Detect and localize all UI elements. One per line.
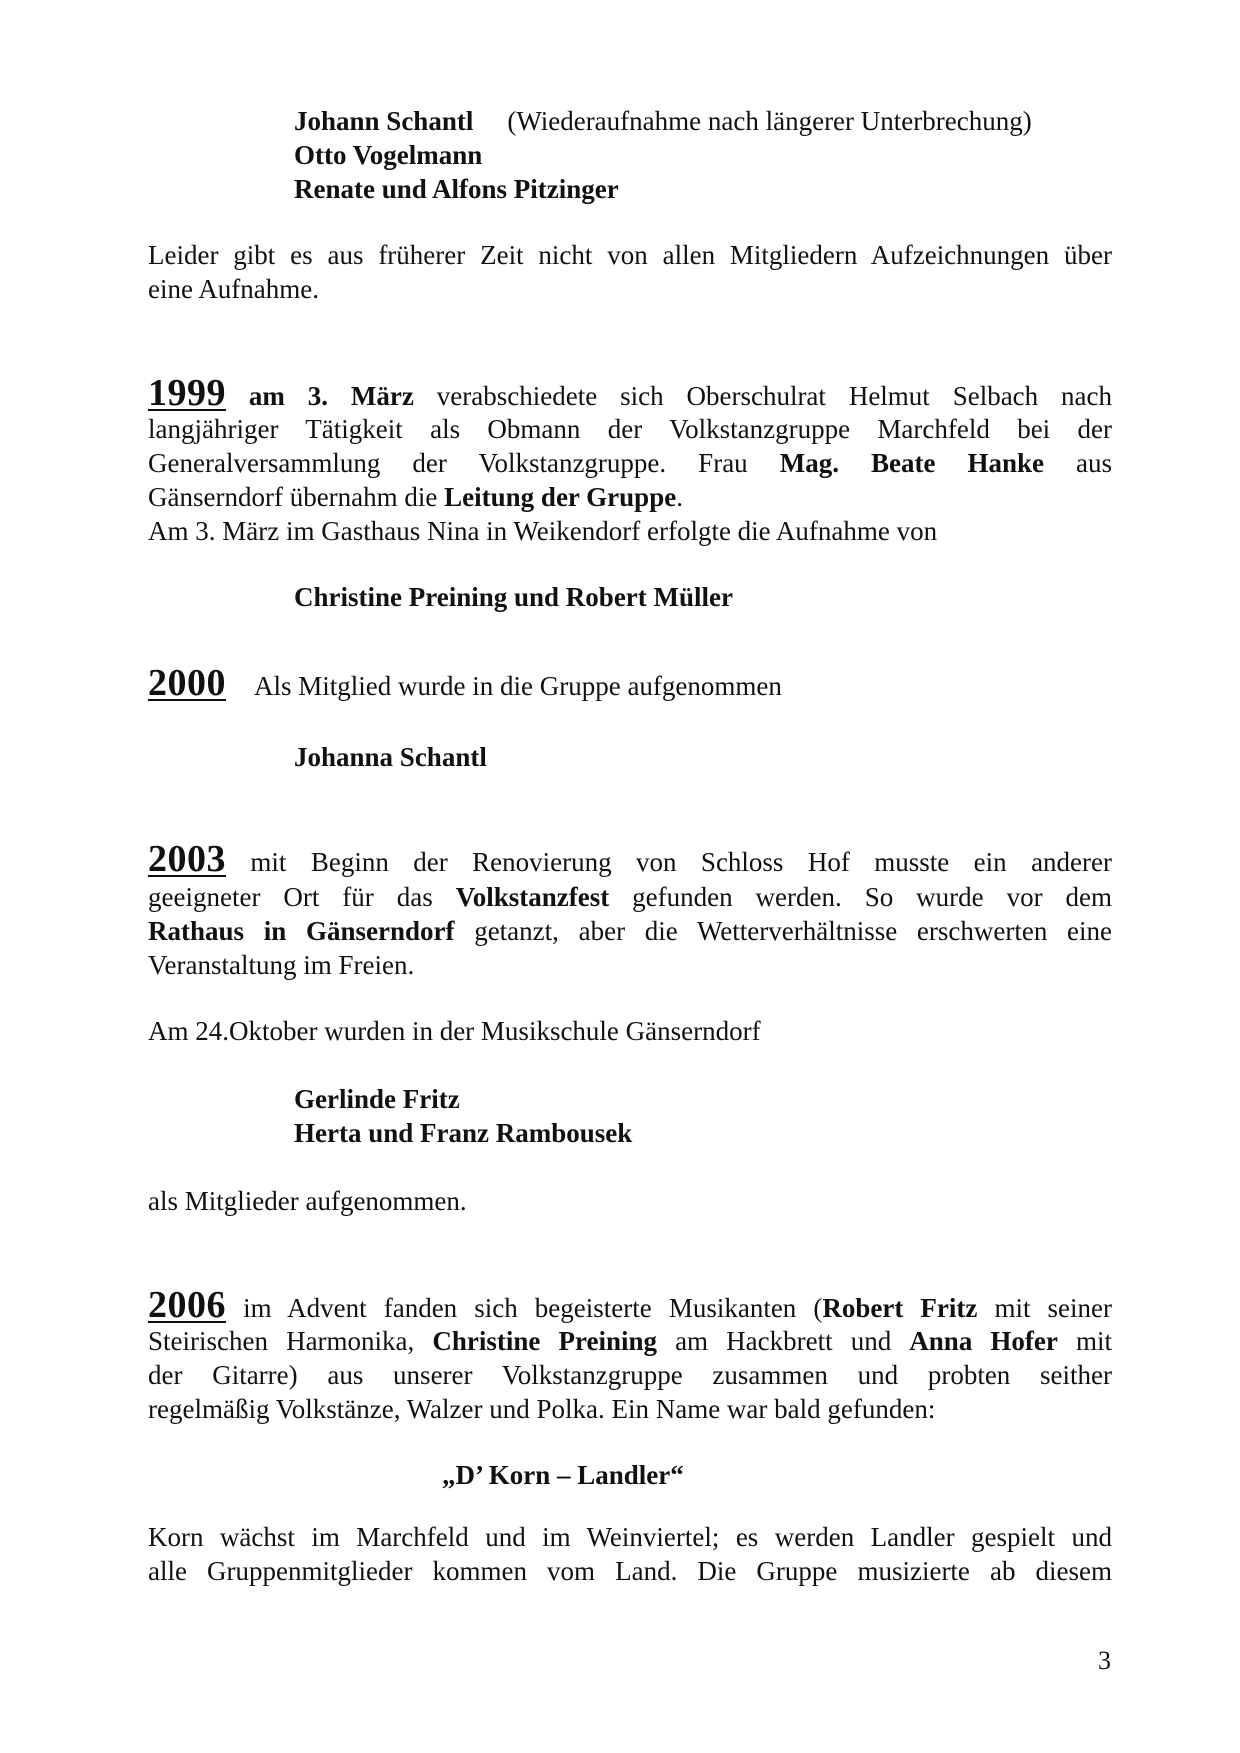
paragraph-line: als Mitglieder aufgenommen. [148,1186,467,1216]
member-name: Herta und Franz Rambousek [294,1118,633,1148]
person-name: Christine Preining [432,1326,657,1356]
member-name: Otto Vogelmann [294,140,483,170]
paragraph-line [148,914,1112,948]
paragraph-line [148,1324,1112,1358]
entry-date: am 3. März [248,381,414,411]
person-name: Mag. Beate Hanke [779,448,1044,478]
year-heading: 2003 [148,838,226,880]
paragraph-line [148,446,1112,480]
text-span: mit Beginn der Renovierung von Schloss Hof musste ein anderer [250,847,1113,877]
entry-2003-line [148,838,1113,880]
text-span: Als Mitglied wurde in die Gruppe aufgenommen [254,671,782,701]
text-span: Generalversammlung der Volkstanzgruppe. Frau [148,448,748,478]
page-number: 3 [1098,1646,1111,1675]
member-name: Johanna Schantl [294,742,487,772]
text-span: im Advent fanden sich begeisterte Musikanten ( [243,1293,823,1323]
text-span: am Hackbrett und [675,1326,892,1356]
paragraph-line: Korn wächst im Marchfeld und im Weinviertel; es werden Landler gespielt und [148,1522,1112,1552]
year-heading: 2006 [148,1284,226,1326]
emphasis: Volkstanzfest [455,882,610,912]
member-name: Renate und Alfons Pitzinger [294,174,619,204]
member-note: (Wiederaufnahme nach längerer Unterbrechung) [507,106,1032,136]
paragraph-line: eine Aufnahme. [148,274,319,304]
paragraph-line: langjähriger Tätigkeit als Obmann der Volkstanzgruppe Marchfeld bei der [148,414,1112,444]
text-span: Gänserndorf übernahm die [148,482,438,512]
text-span: gefunden werden. So wurde vor dem [632,882,1113,912]
group-name: „D’ Korn – Landler“ [442,1460,684,1490]
year-heading: 1999 [148,372,226,414]
person-name: Robert Fritz [822,1293,978,1323]
paragraph-line: Am 3. März im Gasthaus Nina in Weikendorf erfolgte die Aufnahme von [148,516,938,546]
year-heading: 2000 [148,662,226,704]
paragraph-line: Am 24.Oktober wurden in der Musikschule Gänserndorf [148,1016,761,1046]
entry-2000-line [148,662,782,704]
entry-line [294,104,1032,138]
text-span: mit [1075,1326,1112,1356]
emphasis: Rathaus in Gänserndorf [148,916,455,946]
text-span: verabschiedete sich Oberschulrat Helmut Selbach nach [436,381,1113,411]
paragraph-line: Veranstaltung im Freien. [148,950,415,980]
paragraph-line [148,880,1112,914]
text-span: Steirischen Harmonika, [148,1326,415,1356]
text-span: mit seiner [994,1293,1112,1323]
paragraph-line: regelmäßig Volkstänze, Walzer und Polka. Ein Name war bald gefunden: [148,1394,936,1424]
paragraph-line: alle Gruppenmitglieder kommen vom Land. Die Gruppe musizierte ab diesem [148,1556,1112,1586]
person-name: Anna Hofer [909,1326,1058,1356]
paragraph-line: Leider gibt es aus früherer Zeit nicht von allen Mitgliedern Aufzeichnungen über [148,240,1112,270]
member-name: Johann Schantl [294,106,474,136]
text-span: geeigneter Ort für das [148,882,433,912]
paragraph-line: der Gitarre) aus unserer Volkstanzgruppe zusammen und probten seither [148,1360,1112,1390]
entry-2006-line [148,1284,1112,1326]
member-name: Christine Preining und Robert Müller [294,582,734,612]
member-name: Gerlinde Fritz [294,1084,460,1114]
entry-1999-line [148,372,1113,414]
emphasis: Leitung der Gruppe [444,482,677,512]
text-span: getanzt, aber die Wetterverhältnisse erschwerten eine [474,916,1113,946]
text-span: . [676,482,683,512]
text-span: aus [1076,448,1113,478]
paragraph-line [148,480,1112,514]
